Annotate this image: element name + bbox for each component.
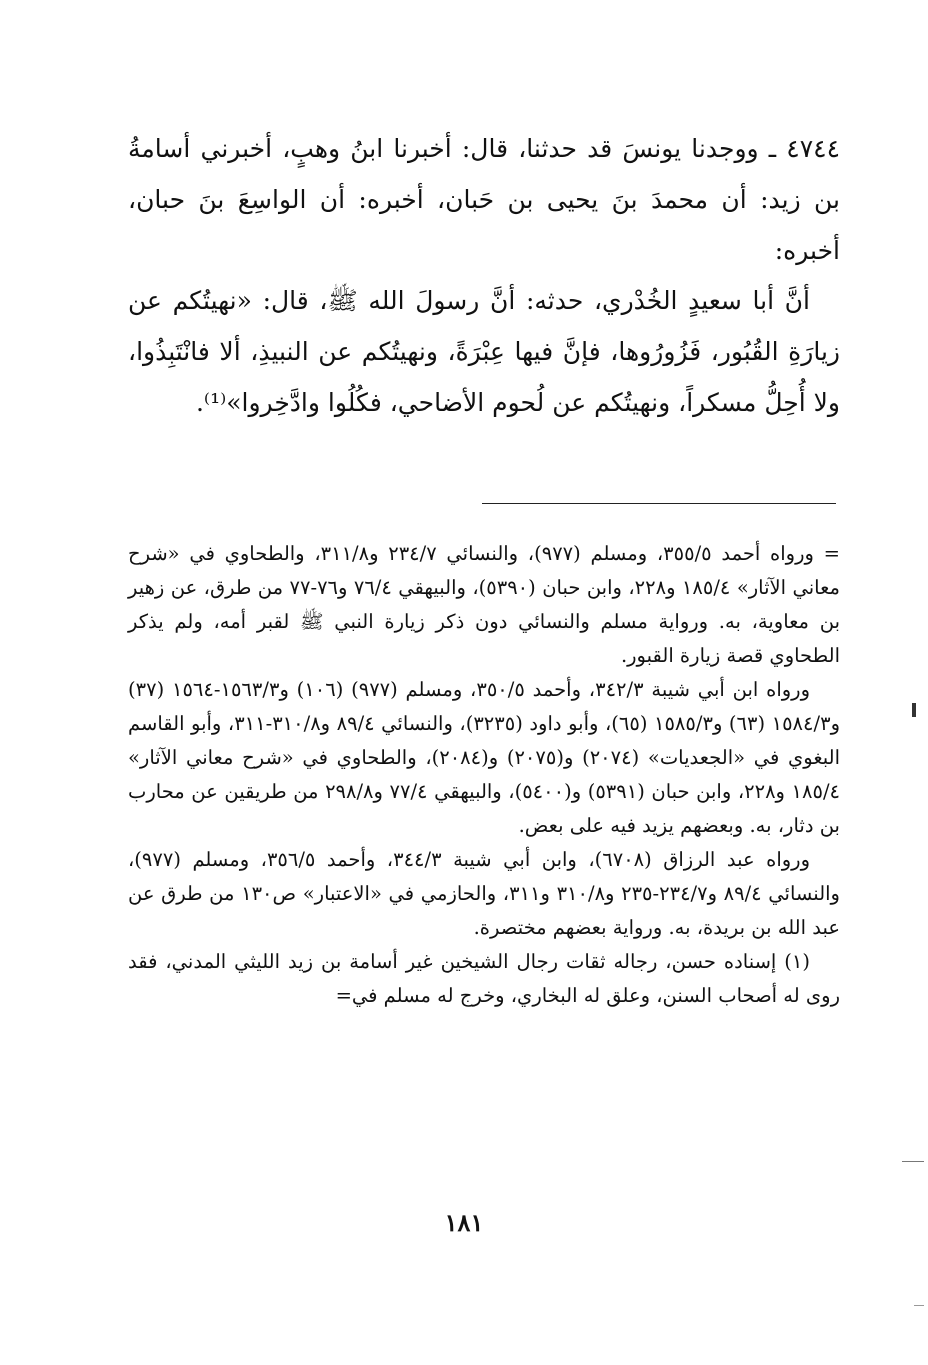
footnote-line: المدني، فقد روى له أصحاب السنن، وعلق له البخاري، وخرج له مسلم في=: [128, 950, 840, 1007]
footnote-line: و(٢٠٧٥) و(٢٠٨٤)، والطحاوي في «شرح معاني الآثار» ١٨٥/٤ و٢٢٨، وابن: [128, 746, 840, 803]
footnotes-block: [128, 537, 840, 1013]
hadith-matn: [128, 275, 840, 428]
isnad-line: أسامةُ بن زيد: أن محمدَ بنَ يحيى بن حَبان، أخبره: أن الواسِعَ بنَ: [128, 134, 840, 214]
footnote-line: = ورواه أحمد ٣٥٥/٥، ومسلم (٩٧٧)، والنسائي ٢٣٤/٧ و٣١١/٨،: [304, 542, 840, 565]
footnote-line: ورواه ابن أبي شيبة ٣٤٢/٣، وأحمد ٣٥٠/٥، ومسلم (٩٧٧) (١٠٦): [288, 678, 811, 701]
footnote-line: حبان (٥٣٩١) و(٥٤٠٠)، والبيهقي ٧٧/٤ و٢٩٨/٨ من طريقين عن محارب بن: [128, 780, 840, 837]
footnote-paragraph-2: [128, 673, 840, 843]
matn-line: عن زيارَةِ القُبُور، فَزُورُوها، فإنَّ فيها عِبْرَةً، ونهيتُكم عن النبيذِ، ألا: [128, 286, 840, 366]
footnote-line: ٧٦/٤ و٧٦-٧٧ من طرق، عن زهير بن معاوية، به. ورواية مسلم والنسائي دون ذكر: [128, 576, 840, 633]
page-number: ١٨١: [444, 1208, 484, 1237]
footnote-line: ورواه عبد الرزاق (٦٧٠٨)، وابن أبي شيبة ٣٤٤/٣، وأحمد ٣٥٦/٥، ومسلم: [180, 848, 810, 871]
footnote-continuation: [128, 537, 840, 673]
matn-line: وادَّخِروا»⁽¹⁾.: [195, 388, 320, 417]
footnote-line: (١) إسناده حسن، رجاله ثقات رجال الشيخين غير أسامة بن زيد الليثي: [226, 950, 810, 973]
footnote-1: [128, 945, 840, 1013]
isnad-line: ٤٧٤٤ ـ ووجدنا يونسَ قد حدثنا، قال: أخبرنا ابنُ وهبٍ، أخبرني: [190, 134, 840, 163]
footnote-line: والنسائي ٨٩/٤ و٣١٠/٨-٣١١، وأبو القاسم البغوي في «الجعديات» (٢٠٧٤): [128, 712, 840, 769]
footnote-line: و١٥٦٣/٣-١٥٦٤ (٣٧) و١٥٨٤/٣ (٦٣) و١٥٨٥/٣ (٦٥)، وأبو داود (٣٢٣٥)،: [128, 678, 840, 735]
isnad-line: حبان، أخبره:: [128, 185, 840, 265]
scan-mark: [912, 703, 916, 717]
footnote-paragraph-3: [128, 843, 840, 945]
footnote-line: والطحاوي في «شرح معاني الآثار» ١٨٥/٤ و٢٢٨، وابن حبان (٥٣٩٠)، والبيهقي: [128, 542, 840, 599]
scan-mark: [902, 1161, 924, 1162]
footnote-line: ص١٣٠ من طرق عن عبد الله بن بريدة، به. ورواية بعضهم مختصرة.: [128, 882, 840, 939]
footnote-line: دثار، به. وبعضهم يزيد فيه على بعض.: [518, 814, 814, 837]
matn-line: أنَّ أبا سعيدٍ الخُدْري، حدثه: أنَّ رسولَ الله ﷺ، قال: «نهيتُكم: [161, 286, 810, 315]
hadith-isnad: [128, 123, 840, 276]
matn-line: فانْتَبِذُوا، ولا أُحِلُّ مسكراً، ونهيتُكم عن لُحوم الأضاحي، فكُلُوا: [128, 337, 840, 417]
footnote-line: (٩٧٧)، والنسائي ٨٩/٤ و٢٣٤/٧-٢٣٥ و٣١٠/٨ و٣١١، والحازمي في «الاعتبار»: [128, 848, 840, 905]
footnote-separator: [482, 503, 836, 504]
scan-mark: [914, 1305, 924, 1306]
footnote-line: زيارة النبي ﷺ لقبر أمه، ولم يذكر الطحاوي قصة زيارة القبور.: [128, 610, 840, 667]
